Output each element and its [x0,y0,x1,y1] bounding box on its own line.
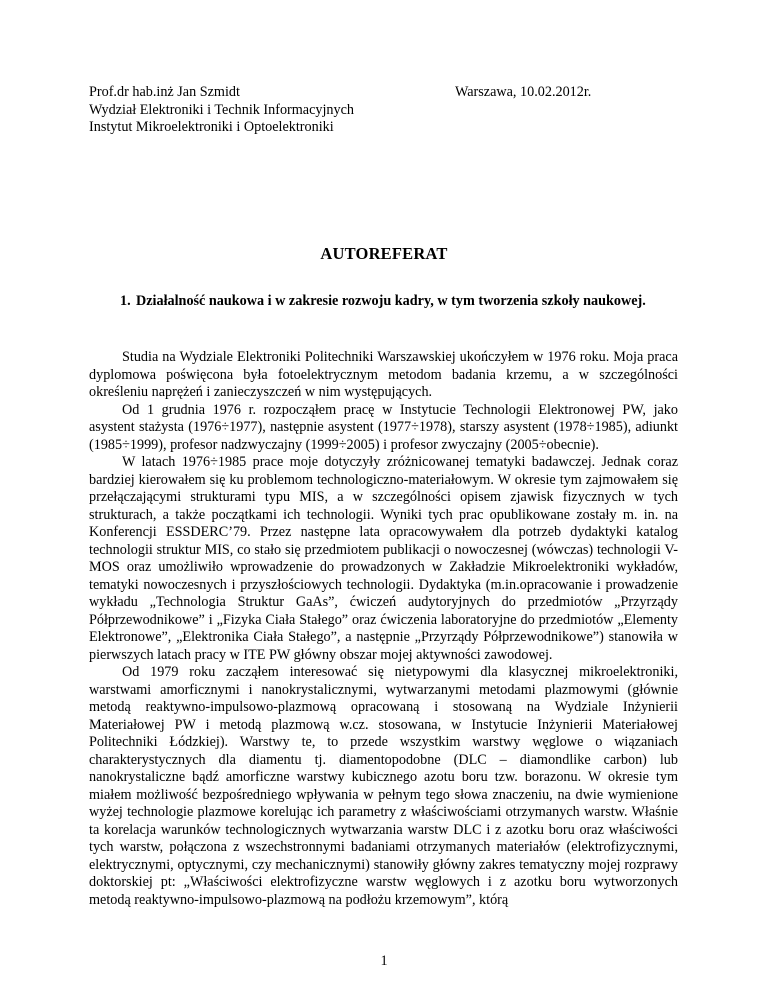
section-number: 1. [120,293,131,309]
author-block [89,84,449,137]
place-date: Warszawa, 10.02.2012r. [455,84,592,100]
paragraph: Studia na Wydziale Elektroniki Politechniki Warszawskiej ukończyłem w 1976 roku. Moja praca dyplomowa poświęcona była fotoelektrycznym metodom badania krzemu, a w szczególności określeniu naprężeń i zanieczyszczeń w nim występujących. [89,349,678,400]
paragraph: W latach 1976÷1985 prace moje dotyczyły zróżnicowanej tematyki badawczej. Jednak coraz bardziej kierowałem się ku problemom technologiczno-materiałowym. W okresie tym zajmowałem się przełączającymi strukturami typu MIS, a w szczególności opisem zjawisk fizycznych w tych strukturach, a także początkami ich technologii. Wyniki tych prac opublikowane zostały m. in. na Konferencji ESSDERC’79. Przez następne lata opracowywałem dla potrzeb dydaktyki katalog technologii struktur MIS, co stało się przedmiotem publikacji o nowoczesnej (wówczas) technologii V-MOS oraz umożliwiło wprowadzenie do prowadzonych w Zakładzie Mikroelektroniki wykładów, tematyki nowoczesnych i przyszłościowych technologii. Dydaktyka (m.in.opracowanie i prowadzenie wykładu „Technologia Struktur GaAs”, ćwiczeń audytoryjnych do przedmiotów „Przyrządy Półprzewodnikowe” i „Fizyka Ciała Stałego” oraz ćwiczenia laboratoryjne do przedmiotów „Elementy Elektronowe”, „Elektronika Ciała Stałego”, a następnie „Przyrządy Półprzewodnikowe”) stanowiła w pierwszych latach pracy w ITE PW główny obszar mojej aktywności zawodowej. [89,454,678,663]
page-number: 1 [380,953,388,969]
paragraph: Od 1 grudnia 1976 r. rozpocząłem pracę w Instytucie Technologii Elektronowej PW, jako asystent stażysta (1976÷1977), następnie asystent (1977÷1978), starszy asystent (1978÷1985), adiunkt (1985÷1999), profesor nadzwyczajny (1999÷2005) i profesor zwyczajny (2005÷obecnie). [89,401,678,453]
body-text [89,349,678,909]
paragraph: Od 1979 roku zacząłem interesować się nietypowymi dla klasycznej mikroelektroniki, warstwami amorficznymi i nanokrystalicznymi, wytwarzanymi metodami plazmowymi (głównie metodą reaktywno-impulsowo-plazmową opracowaną i stosowaną na Wydziale Inżynierii Materiałowej PW i metodą plazmową w.cz. stosowana, w Instytucie Inżynierii Materiałowej Politechniki Łódzkiej). Warstwy te, to przede wszystkim warstwy węglowe o wiązaniach charakterystycznych dla diamentu tj. diamentopodobne (DLC – diamondlike carbon) lub nanokrystaliczne bądź amorficzne warstwy kubicznego azotu boru tzw. borazonu. W okresie tym miałem możliwość bezpośredniego wpływania w pełnym tego słowa znaczeniu, na dwie wymienione wyżej technologie plazmowe korelując ich parametry z właściwościami otrzymanych warstw. Właśnie ta korelacja warunków technologicznych wytwarzania warstw DLC i z azotku boru oraz właściwości tych warstw, połączona z wszechstronnymi badaniami otrzymanych materiałów (elektrofizycznymi, elektrycznymi, optycznymi, czy mechanicznymi) stanowiły główny zakres tematyczny mojej rozprawy doktorskiej pt: „Właściwości elektrofizyczne warstw węglowych i z azotku boru wytworzonych metodą reaktywno-impulsowo-plazmową na podłożu krzemowym”, którą [89,664,678,908]
section-heading-text: Działalność naukowa i w zakresie rozwoju kadry, w tym tworzenia szkoły naukowej. [136,293,646,309]
author-faculty: Wydział Elektroniki i Technik Informacyjnych [89,101,355,118]
author-institute: Instytut Mikroelektroniki i Optoelektroniki [89,119,334,135]
author-name: Prof.dr hab.inż Jan Szmidt [89,84,240,100]
document-title: AUTOREFERAT [320,244,448,263]
